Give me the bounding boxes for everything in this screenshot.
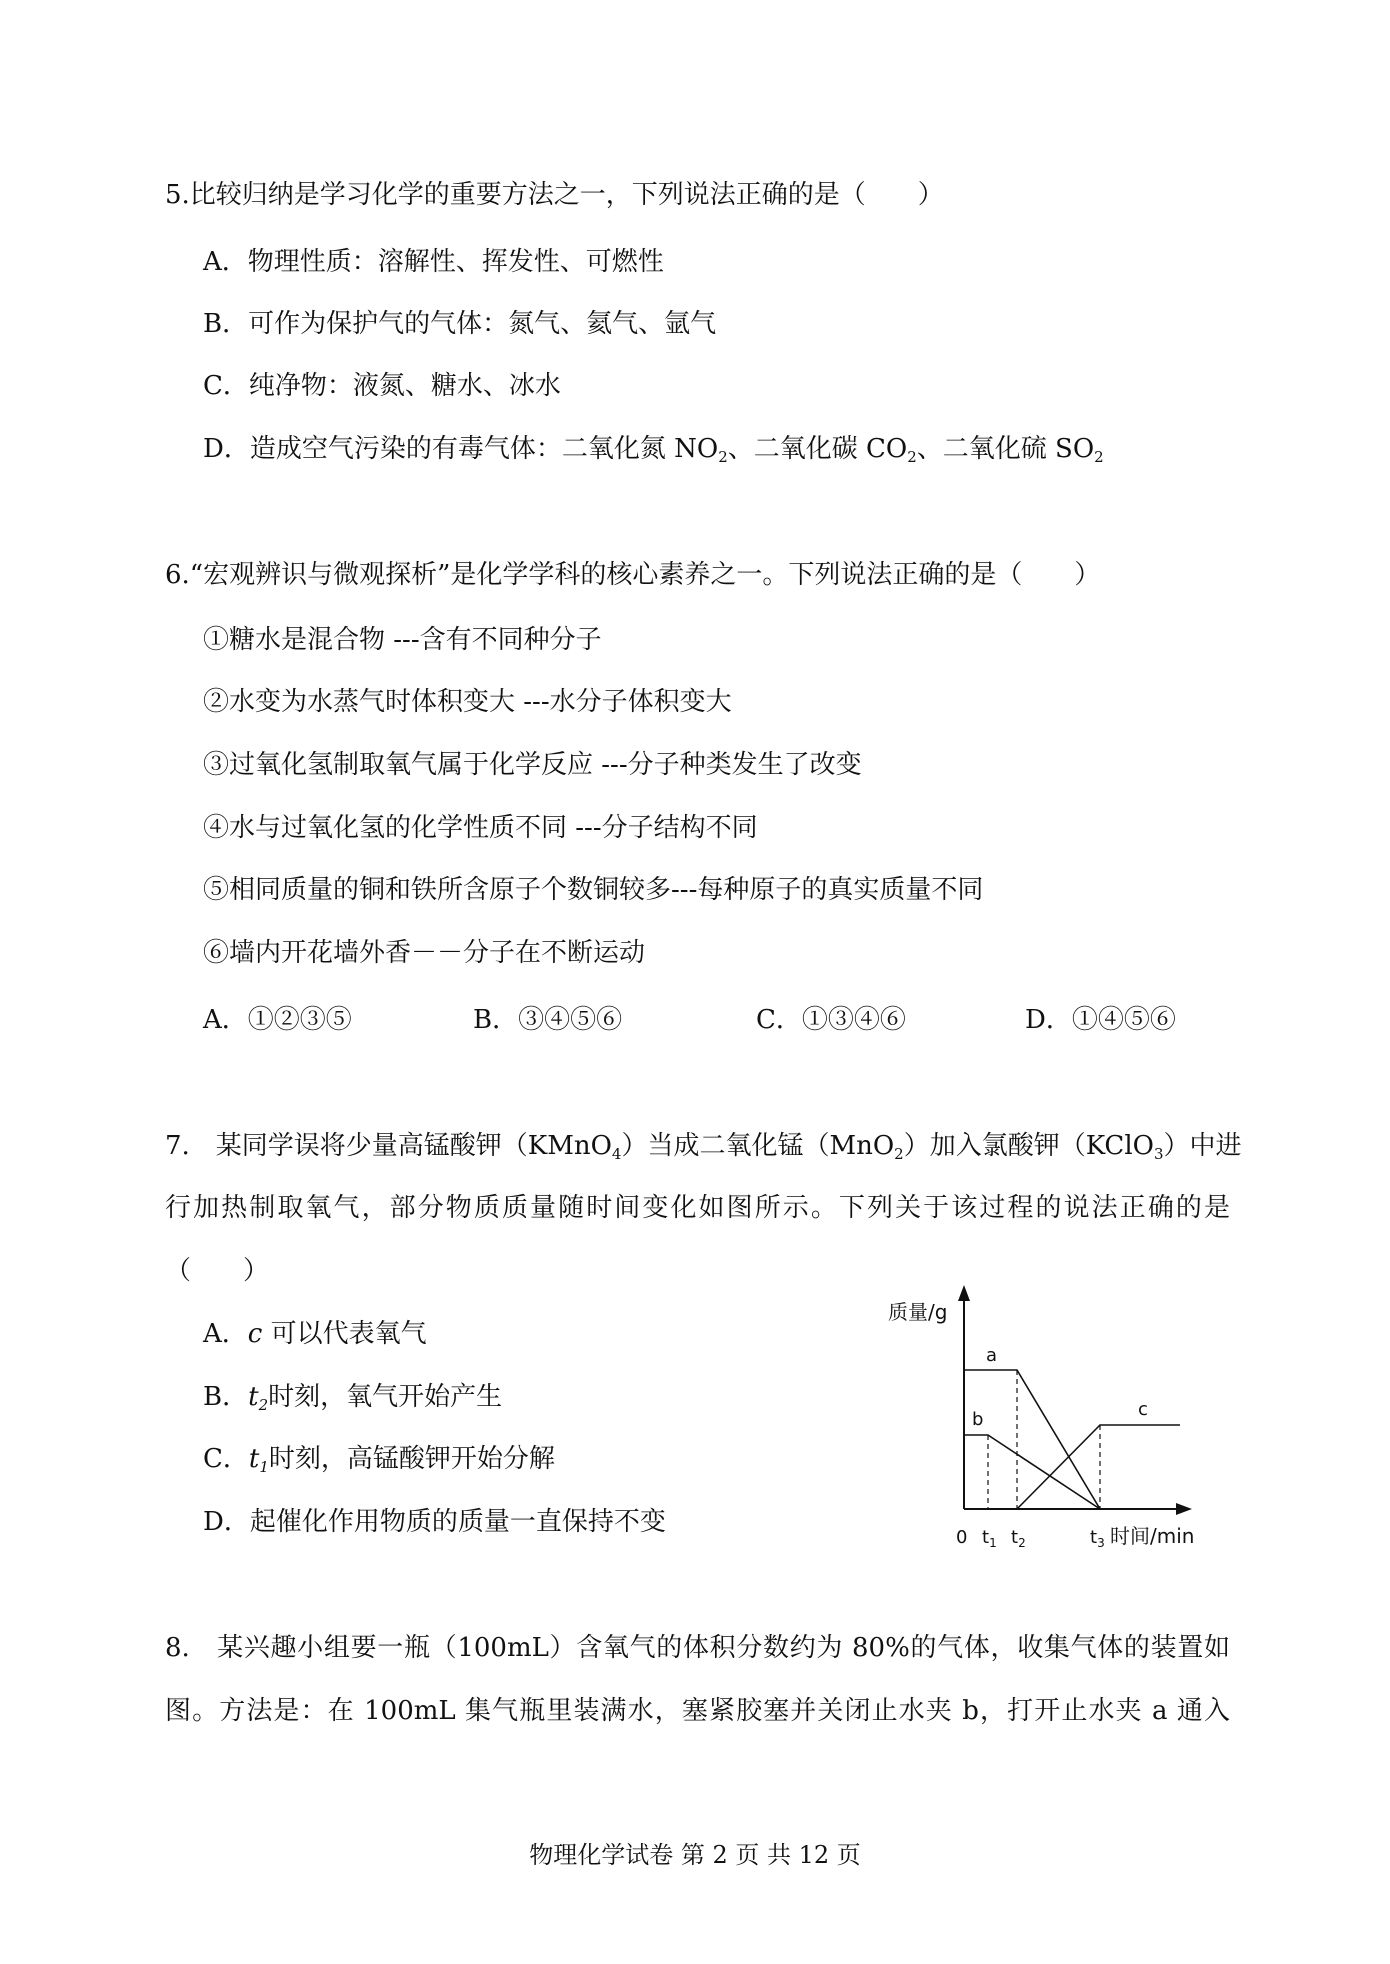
x-axis-label: 时间/min [1110, 1524, 1195, 1548]
q7-l1-b: ）当成二氧化锰（MnO [621, 1131, 895, 1161]
tick-t3-t: t [1090, 1527, 1098, 1548]
q5-d-sub-3: 2 [1094, 448, 1104, 466]
q8-stem-line-1: 8. 某兴趣小组要一瓶（100mL）含氧气的体积分数约为 80%的气体，收集气体的装置如 [165, 1633, 1230, 1663]
q7-b-sub: 2 [258, 1396, 269, 1414]
q6-statement-6: ⑥墙内开花墙外香－－分子在不断运动 [203, 938, 646, 968]
q6-option-a: A．①②③⑤ [203, 1005, 352, 1035]
q6-statement-3: ③过氧化氢制取氧气属于化学反应 ---分子种类发生了改变 [203, 750, 862, 780]
q7-l1-d: ）中进 [1163, 1131, 1242, 1161]
q6-option-b: B．③④⑤⑥ [473, 1005, 623, 1035]
q7-stem-line-1 [165, 1129, 1242, 1163]
q7-l1-sub-3: 3 [1153, 1145, 1164, 1163]
q5-d-sub-1: 2 [718, 448, 728, 466]
q7-c-sub: 1 [259, 1458, 269, 1476]
q7-b-var: t [248, 1382, 259, 1412]
q7-b-post: 时刻，氧气开始产生 [268, 1382, 503, 1412]
page-footer: 物理化学试卷 第 2 页 共 12 页 [529, 1841, 861, 1869]
q5-option-c: C．纯净物：液氮、糖水、冰水 [203, 371, 561, 401]
q6-statement-1: ①糖水是混合物 ---含有不同种分子 [203, 625, 602, 655]
x-axis-arrow [1176, 1503, 1192, 1515]
y-axis-label: 质量/g [888, 1300, 948, 1324]
q5-d-sub-2: 2 [907, 448, 917, 466]
tick-t3 [1090, 1527, 1105, 1550]
q6-statement-5: ⑤相同质量的铜和铁所含原子个数铜较多---每种原子的真实质量不同 [203, 875, 984, 905]
q5-option-a: A．物理性质：溶解性、挥发性、可燃性 [203, 247, 664, 277]
q5-d-text-1: D．造成空气污染的有毒气体：二氧化氮 NO [203, 434, 719, 464]
curve-a [964, 1370, 1100, 1509]
q7-option-c [203, 1442, 555, 1476]
tick-t3-sub: 3 [1097, 1536, 1105, 1550]
q7-a-post: 可以代表氧气 [262, 1319, 427, 1349]
tick-t2-sub: 2 [1018, 1536, 1026, 1550]
q7-c-var: t [248, 1444, 260, 1474]
q6-stem: 6.“宏观辨识与微观探析”是化学学科的核心素养之一。下列说法正确的是（ ） [165, 560, 1101, 590]
tick-t2 [1011, 1527, 1026, 1550]
q5-d-text-3: 、二氧化硫 SO [916, 434, 1095, 464]
q7-option-b [203, 1380, 502, 1414]
q5-stem: 5.比较归纳是学习化学的重要方法之一，下列说法正确的是（ ） [165, 180, 944, 210]
y-axis-arrow [958, 1285, 970, 1301]
q7-option-a [203, 1317, 427, 1351]
q7-c-post: 时刻，高锰酸钾开始分解 [268, 1444, 555, 1474]
q8-stem-line-2: 图。方法是：在 100mL 集气瓶里装满水，塞紧胶塞并关闭止水夹 b，打开止水夹 a 通入 [165, 1696, 1230, 1726]
q7-option-d: D．起催化作用物质的质量一直保持不变 [203, 1507, 666, 1537]
tick-t1-sub: 1 [989, 1536, 997, 1550]
q7-l1-a: 7. 某同学误将少量高锰酸钾（KMnO [165, 1131, 612, 1161]
q6-statement-2: ②水变为水蒸气时体积变大 ---水分子体积变大 [203, 687, 732, 717]
q5-option-b: B．可作为保护气的气体：氮气、氦气、氩气 [203, 309, 717, 339]
q7-l1-sub-2: 2 [894, 1145, 904, 1163]
curve-a-label: a [986, 1345, 998, 1366]
q7-b-pre: B． [203, 1382, 249, 1412]
q7-mass-time-graph [880, 1275, 1220, 1560]
q7-l1-sub-1: 4 [611, 1145, 622, 1163]
q6-option-c: C．①③④⑥ [756, 1005, 906, 1035]
q5-d-text-2: 、二氧化碳 CO [727, 434, 908, 464]
origin-label: 0 [956, 1527, 968, 1548]
q5-option-d [203, 432, 1104, 466]
q6-option-d: D．①④⑤⑥ [1025, 1005, 1176, 1035]
q7-stem-line-3: （ ） [165, 1256, 270, 1286]
q7-c-pre: C． [203, 1444, 249, 1474]
curve-b-label: b [972, 1409, 984, 1430]
tick-t1-t: t [982, 1527, 990, 1548]
q7-l1-c: ）加入氯酸钾（KClO [903, 1131, 1154, 1161]
q7-a-pre: A． [203, 1319, 248, 1349]
tick-t2-t: t [1011, 1527, 1019, 1548]
q6-statement-4: ④水与过氧化氢的化学性质不同 ---分子结构不同 [203, 813, 758, 843]
q7-a-var: c [247, 1319, 263, 1349]
curve-c-label: c [1138, 1399, 1148, 1420]
q7-stem-line-2: 行加热制取氧气，部分物质质量随时间变化如图所示。下列关于该过程的说法正确的是 [165, 1193, 1230, 1223]
tick-t1 [982, 1527, 997, 1550]
